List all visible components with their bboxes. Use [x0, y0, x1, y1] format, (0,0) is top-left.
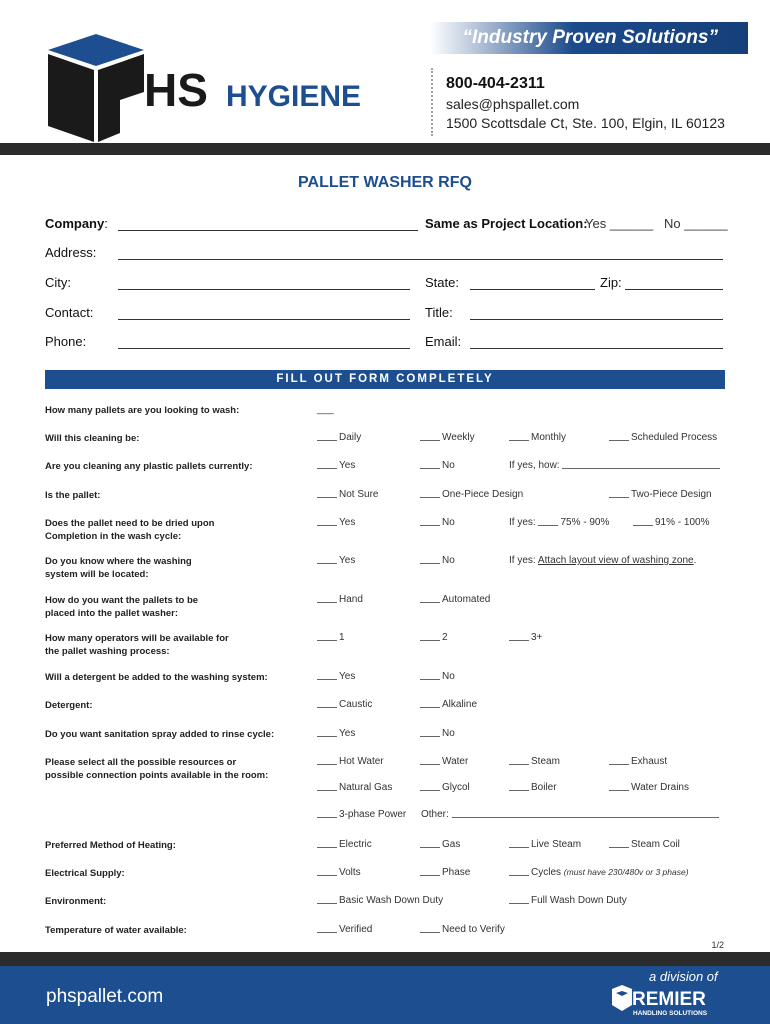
company-field[interactable]	[118, 230, 418, 231]
option-detergent-no[interactable]: No	[420, 671, 455, 682]
option-full-wash-down[interactable]: Full Wash Down Duty	[509, 895, 627, 906]
option-boiler[interactable]: Boiler	[509, 782, 557, 793]
q-plastic-pallets: Are you cleaning any plastic pallets currently:	[45, 461, 253, 472]
logo-hygiene: HYGIENE	[226, 80, 362, 113]
option-plastic-yes[interactable]: Yes	[317, 460, 355, 471]
option-monthly[interactable]: Monthly	[509, 432, 566, 443]
option-automated[interactable]: Automated	[420, 594, 490, 605]
phone-field[interactable]	[118, 348, 410, 349]
phs-hygiene-logo	[44, 30, 389, 145]
option-other[interactable]: Other:	[421, 809, 719, 820]
header-phone[interactable]: 800-404-2311	[446, 75, 545, 92]
option-exhaust[interactable]: Exhaust	[609, 756, 667, 767]
logo-cube-right	[98, 54, 144, 142]
same-as-no[interactable]: No ______	[664, 216, 728, 231]
q-electrical-supply: Electrical Supply:	[45, 868, 125, 879]
q-washing-location: Do you know where the washing system will be located:	[45, 556, 192, 580]
option-location-attach[interactable]: If yes: Attach layout view of washing zone.	[509, 555, 697, 566]
q-heating-method: Preferred Method of Heating:	[45, 840, 176, 851]
option-sanitation-no[interactable]: No	[420, 728, 455, 739]
option-caustic[interactable]: Caustic	[317, 699, 372, 710]
option-plastic-no[interactable]: No	[420, 460, 455, 471]
logo-hs: HS	[144, 64, 208, 116]
option-cycles[interactable]: Cycles (must have 230/480v or 3 phase)	[509, 867, 689, 878]
option-steam-coil[interactable]: Steam Coil	[609, 839, 680, 850]
option-operators-1[interactable]: 1	[317, 632, 345, 643]
option-two-piece[interactable]: Two-Piece Design	[609, 489, 712, 500]
option-sanitation-yes[interactable]: Yes	[317, 728, 355, 739]
option-daily[interactable]: Daily	[317, 432, 361, 443]
premier-subtitle: HANDLING SOLUTIONS	[633, 1010, 708, 1017]
city-label: City:	[45, 275, 71, 290]
premier-wordmark: REMIER	[632, 989, 706, 1010]
option-live-steam[interactable]: Live Steam	[509, 839, 581, 850]
tagline: “Industry Proven Solutions”	[462, 27, 718, 48]
option-plastic-how[interactable]: If yes, how:	[509, 460, 720, 471]
option-alkaline[interactable]: Alkaline	[420, 699, 477, 710]
option-drying-yes[interactable]: Yes	[317, 517, 355, 528]
option-one-piece[interactable]: One-Piece Design	[420, 489, 523, 500]
option-water[interactable]: Water	[420, 756, 468, 767]
option-location-yes[interactable]: Yes	[317, 555, 355, 566]
q-pallet-count: How many pallets are you looking to wash:	[45, 405, 240, 416]
footer-division-text: a division of	[649, 969, 718, 984]
option-basic-wash-down[interactable]: Basic Wash Down Duty	[317, 895, 443, 906]
q-resources: Please select all the possible resources or possible connection points available in the room:	[45, 757, 269, 781]
address-field[interactable]	[118, 259, 723, 260]
q-pallet-count-field[interactable]: ___	[317, 404, 334, 415]
option-volts[interactable]: Volts	[317, 867, 361, 878]
option-operators-3plus[interactable]: 3+	[509, 632, 542, 643]
premier-logo	[610, 983, 728, 1019]
q-water-temperature: Temperature of water available:	[45, 925, 187, 936]
phone-label: Phone:	[45, 334, 87, 349]
q-cleaning-frequency: Will this cleaning be:	[45, 433, 140, 444]
footer-dark-strip	[0, 952, 770, 966]
q-detergent-type: Detergent:	[45, 700, 93, 711]
option-detergent-yes[interactable]: Yes	[317, 671, 355, 682]
footer-website[interactable]: phspallet.com	[46, 986, 164, 1007]
fill-out-banner: FILL OUT FORM COMPLETELY	[45, 370, 725, 389]
option-not-sure[interactable]: Not Sure	[317, 489, 378, 500]
option-3-phase-power[interactable]: 3-phase Power	[317, 809, 406, 820]
zip-label: Zip:	[600, 275, 622, 290]
q-operators: How many operators will be available for the pallet washing process:	[45, 633, 229, 657]
option-scheduled-process[interactable]: Scheduled Process	[609, 432, 717, 443]
q-detergent-added: Will a detergent be added to the washing system:	[45, 672, 268, 683]
premier-cube-icon	[612, 985, 632, 1011]
email-label: Email:	[425, 334, 462, 349]
option-verified[interactable]: Verified	[317, 924, 372, 935]
same-as-label: Same as Project Location:	[425, 216, 588, 231]
option-location-no[interactable]: No	[420, 555, 455, 566]
city-field[interactable]	[118, 289, 410, 290]
q-environment: Environment:	[45, 896, 107, 907]
footer	[0, 966, 770, 1024]
state-field[interactable]	[470, 289, 595, 290]
q-sanitation-spray: Do you want sanitation spray added to rinse cycle:	[45, 729, 275, 740]
title-field[interactable]	[470, 319, 723, 320]
option-electric[interactable]: Electric	[317, 839, 372, 850]
header-address: 1500 Scottsdale Ct, Ste. 100, Elgin, IL 60123	[446, 115, 725, 131]
option-drying-no[interactable]: No	[420, 517, 455, 528]
tagline-bar	[430, 22, 748, 54]
option-drying-75-90[interactable]: If yes: 75% - 90%	[509, 517, 610, 528]
contact-field[interactable]	[118, 319, 410, 320]
option-glycol[interactable]: Glycol	[420, 782, 470, 793]
option-phase[interactable]: Phase	[420, 867, 470, 878]
company-label: Company:	[45, 216, 108, 231]
option-natural-gas[interactable]: Natural Gas	[317, 782, 392, 793]
same-as-yes[interactable]: Yes ______	[585, 216, 654, 231]
option-need-to-verify[interactable]: Need to Verify	[420, 924, 505, 935]
page-number: 1/2	[711, 940, 724, 950]
page-title: PALLET WASHER RFQ	[298, 174, 472, 191]
q-pallet-design: Is the pallet:	[45, 490, 101, 501]
option-hand[interactable]: Hand	[317, 594, 363, 605]
address-label: Address:	[45, 245, 97, 260]
logo-cube-left	[48, 54, 94, 142]
header-email[interactable]: sales@phspallet.com	[446, 96, 580, 112]
q-drying: Does the pallet need to be dried upon Completion in the wash cycle:	[45, 518, 215, 542]
option-gas[interactable]: Gas	[420, 839, 460, 850]
contact-divider	[431, 68, 433, 136]
zip-field[interactable]	[625, 289, 723, 290]
option-steam[interactable]: Steam	[509, 756, 560, 767]
title-label: Title:	[425, 305, 453, 320]
email-field[interactable]	[470, 348, 723, 349]
option-weekly[interactable]: Weekly	[420, 432, 475, 443]
cycles-note: (must have 230/480v or 3 phase)	[563, 867, 689, 877]
state-label: State:	[425, 275, 459, 290]
option-hot-water[interactable]: Hot Water	[317, 756, 384, 767]
option-operators-2[interactable]: 2	[420, 632, 448, 643]
option-drying-91-100[interactable]: 91% - 100%	[633, 517, 709, 528]
header-dark-strip	[0, 143, 770, 155]
q-pallet-placement: How do you want the pallets to be placed into the pallet washer:	[45, 595, 199, 619]
option-water-drains[interactable]: Water Drains	[609, 782, 689, 793]
contact-label: Contact:	[45, 305, 94, 320]
